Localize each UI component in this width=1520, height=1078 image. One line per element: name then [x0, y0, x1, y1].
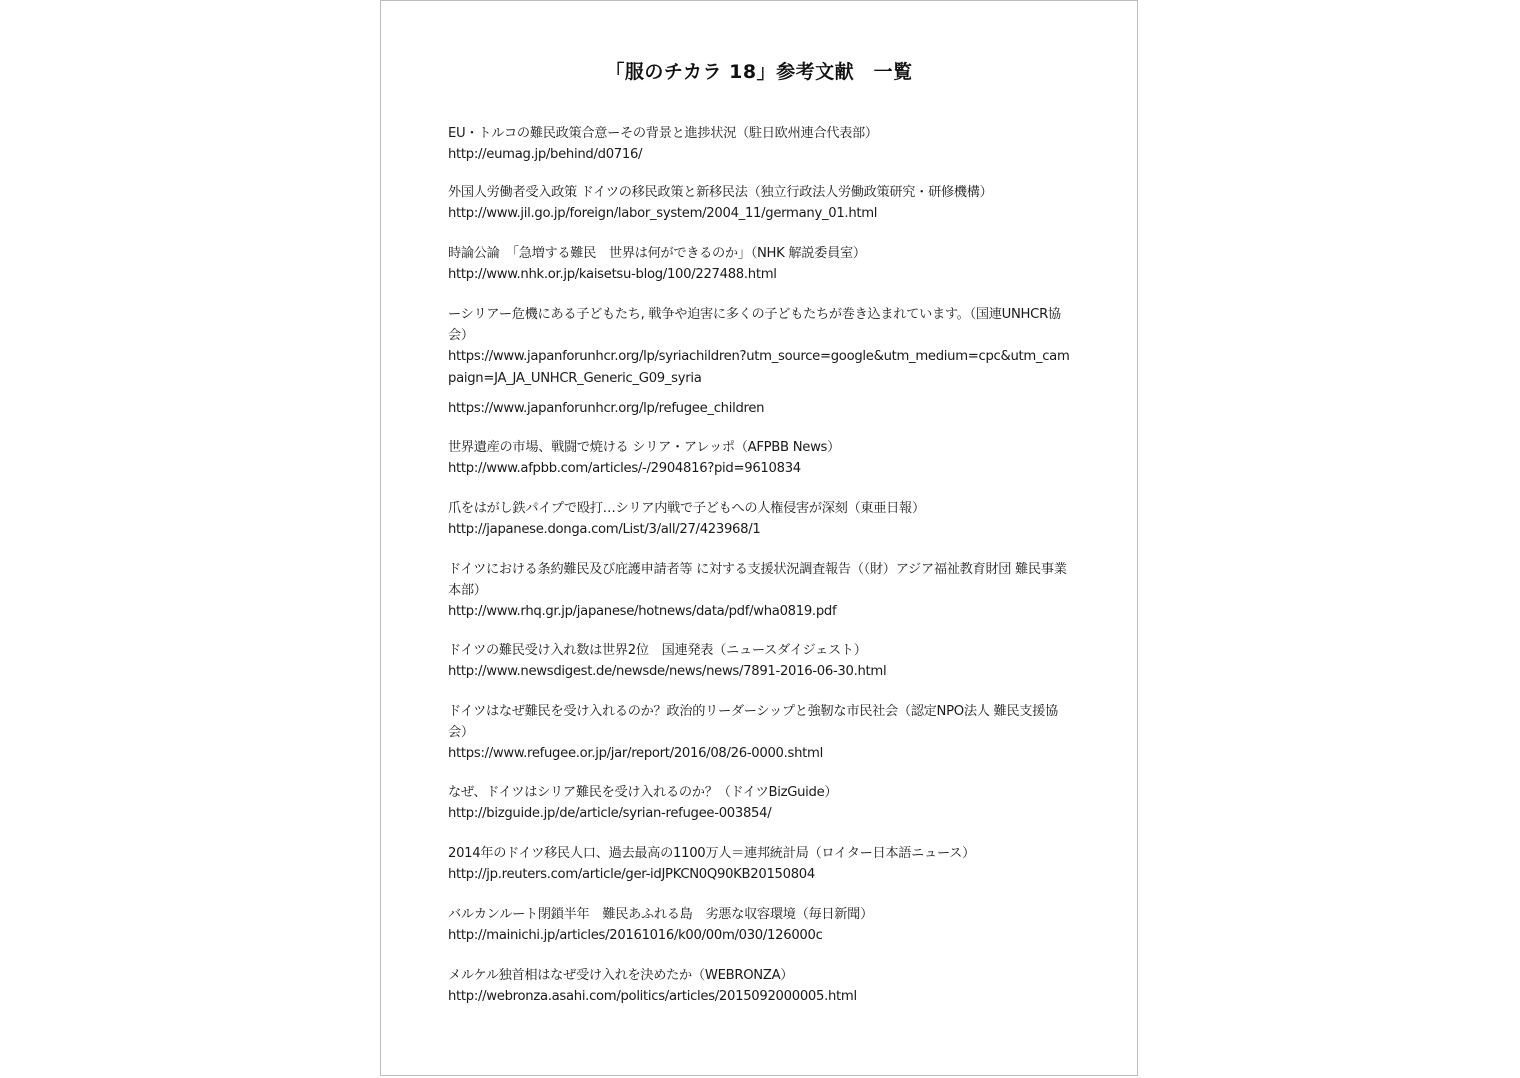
reference-title: ドイツにおける条約難民及び庇護申請者等 に対する支援状況調査報告（（財）アジア福祉教育財団 難民事業本部） [448, 562, 1067, 598]
reference-item [448, 398, 1074, 419]
document-page [380, 0, 1138, 1076]
reference-url[interactable]: http://jp.reuters.com/article/ger-idJPKCN0Q90KB20150804 [448, 867, 815, 882]
reference-url[interactable]: http://japanese.donga.com/List/3/all/27/423968/1 [448, 522, 761, 537]
reference-url[interactable]: http://www.afpbb.com/articles/-/2904816?pid=9610834 [448, 461, 801, 476]
reference-item [448, 123, 1074, 165]
reference-item [448, 243, 1074, 285]
reference-item [448, 782, 1074, 824]
reference-url[interactable]: https://www.japanforunhcr.org/lp/refugee_children [448, 401, 765, 416]
reference-url[interactable]: http://www.nhk.or.jp/kaisetsu-blog/100/227488.html [448, 267, 777, 282]
reference-item [448, 304, 1074, 390]
reference-title: 2014年のドイツ移民人口、過去最高の1100万人＝連邦統計局（ロイター日本語ニュース） [448, 846, 975, 861]
reference-item [448, 559, 1074, 622]
reference-url[interactable]: http://eumag.jp/behind/d0716/ [448, 147, 643, 162]
reference-url[interactable]: http://mainichi.jp/articles/20161016/k00/00m/030/126000c [448, 928, 823, 943]
reference-title: 世界遺産の市場、戦闘で焼ける シリア・アレッポ（AFPBB News） [448, 440, 841, 455]
reference-item [448, 904, 1074, 946]
reference-title: EU・トルコの難民政策合意ーその背景と進捗状況（駐日欧州連合代表部） [448, 126, 878, 141]
reference-title: ドイツはなぜ難民を受け入れるのか？政治的リーダーシップと強靭な市民社会（認定NPO法人 難民支援協会） [448, 704, 1058, 740]
reference-url[interactable]: http://webronza.asahi.com/politics/articles/2015092000005.html [448, 989, 857, 1004]
reference-url[interactable]: http://www.rhq.gr.jp/japanese/hotnews/data/pdf/wha0819.pdf [448, 604, 837, 619]
reference-title: バルカンルート閉鎖半年 難民あふれる島 劣悪な収容環境（毎日新聞） [448, 907, 873, 922]
reference-item [448, 182, 1074, 224]
reference-url[interactable]: http://bizguide.jp/de/article/syrian-refugee-003854/ [448, 806, 772, 821]
reference-title: なぜ、ドイツはシリア難民を受け入れるのか？（ドイツBizGuide） [448, 785, 838, 800]
reference-item [448, 701, 1074, 764]
reference-item [448, 843, 1074, 885]
reference-title: 外国人労働者受入政策 ドイツの移民政策と新移民法（独立行政法人労働政策研究・研修機構） [448, 185, 993, 200]
reference-url[interactable]: https://www.japanforunhcr.org/lp/syriachildren?utm_source=google&utm_medium=cpc&utm_campaign=JA_JA_UNHCR_Generic_G09_syria [448, 349, 1070, 386]
reference-title: ドイツの難民受け入れ数は世界2位 国連発表（ニュースダイジェスト） [448, 643, 867, 658]
reference-url[interactable]: http://www.jil.go.jp/foreign/labor_system/2004_11/germany_01.html [448, 206, 878, 221]
page-title: 「服のチカラ 18」参考文献 一覧 [605, 61, 913, 83]
reference-title: 時論公論 「急増する難民 世界は何ができるのか」（NHK 解説委員室） [448, 246, 866, 261]
reference-list [448, 123, 1074, 1007]
reference-url[interactable]: http://www.newsdigest.de/newsde/news/news/7891-2016-06-30.html [448, 664, 887, 679]
reference-item [448, 965, 1074, 1007]
reference-item [448, 640, 1074, 682]
reference-item [448, 498, 1074, 540]
reference-title: 爪をはがし鉄パイプで殴打…シリア内戦で子どもへの人権侵害が深刻（東亜日報） [448, 501, 925, 516]
reference-title: メルケル独首相はなぜ受け入れを決めたか（WEBRONZA） [448, 968, 794, 983]
reference-title: ーシリアー危機にある子どもたち, 戦争や迫害に多くの子どもたちが巻き込まれています。（国連UNHCR協会） [448, 307, 1061, 343]
reference-item [448, 437, 1074, 479]
reference-url[interactable]: https://www.refugee.or.jp/jar/report/2016/08/26-0000.shtml [448, 746, 823, 761]
